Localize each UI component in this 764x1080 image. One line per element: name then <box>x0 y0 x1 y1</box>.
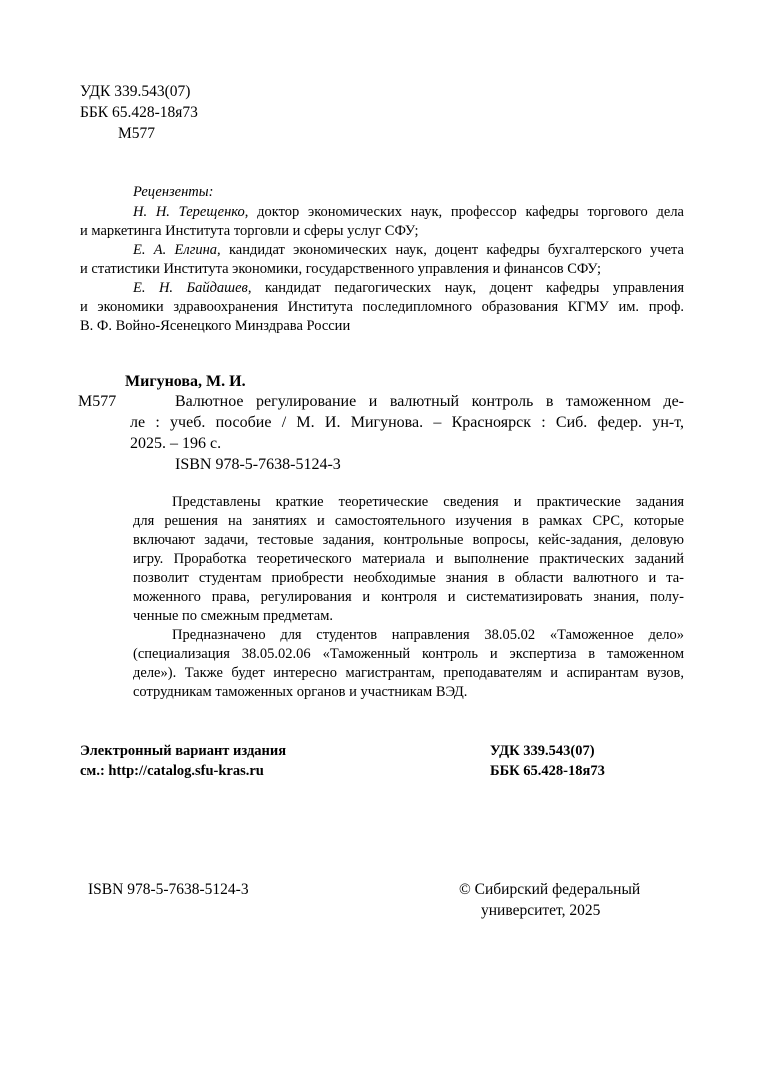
udk-bottom: УДК 339.543(07) <box>490 743 595 759</box>
record-title-line1: Валютное регулирование и валютный контроль в таможенном де- <box>175 393 684 410</box>
copyright-line2: университет, 2025 <box>481 902 601 919</box>
isbn-bottom: ISBN 978-5-7638-5124-3 <box>88 881 249 898</box>
electronic-version-label: Электронный вариант издания <box>80 743 287 759</box>
electronic-version-url: см.: http://catalog.sfu-kras.ru <box>80 763 264 779</box>
annotation-p1-line6: моженного права, регулирования и контроля и систематизировать знания, полу- <box>133 589 684 605</box>
reviewer-1-line1: Н. Н. Терещенко, доктор экономических наук, профессор кафедры торгового дела <box>133 204 684 220</box>
copyright-line1: © Сибирский федеральный <box>459 881 641 898</box>
reviewer-2-line2: и статистики Института экономики, государственного управления и финансов СФУ; <box>80 261 601 277</box>
reviewer-3-line1: Е. Н. Байдашев, кандидат педагогических наук, доцент кафедры управления <box>133 280 684 296</box>
udk-top: УДК 339.543(07) <box>80 83 191 100</box>
record-mark: М577 <box>78 393 117 410</box>
annotation-p1-line2: для решения на занятиях и самостоятельного изучения в рамках СРС, которые <box>133 513 684 529</box>
annotation-p2-line2: (специализация 38.05.02.06 «Таможенный контроль и экспертиза в таможенном <box>133 646 684 662</box>
annotation-p2-line4: сотрудникам таможенных органов и участникам ВЭД. <box>133 684 468 700</box>
annotation-p1-line1: Представлены краткие теоретические сведения и практические задания <box>172 494 684 510</box>
record-author: Мигунова, М. И. <box>125 373 246 390</box>
record-title-line3: 2025. – 196 с. <box>130 435 222 452</box>
reviewer-2-name: Е. А. Елгина <box>133 242 218 258</box>
reviewer-1-line2: и маркетинга Института торговли и сферы услуг СФУ; <box>80 223 419 239</box>
annotation-p1-line4: игру. Проработка теоретического материала и выполнение практических заданий <box>133 551 684 567</box>
reviewer-3-line3: В. Ф. Войно-Ясенецкого Минздрава России <box>80 318 351 334</box>
annotation-p1-line5: позволит студентам приобрести необходимые знания в области валютного и та- <box>133 570 684 586</box>
annotation-p2-line3: деле»). Также будет интересно магистрантам, преподавателям и аспирантам вузов, <box>133 665 684 681</box>
record-title-line2: ле : учеб. пособие / М. И. Мигунова. – Красноярск : Сиб. федер. ун-т, <box>130 414 684 431</box>
bbk-bottom: ББК 65.428-18я73 <box>490 763 605 779</box>
annotation-p1-line7: ченные по смежным предметам. <box>133 608 334 624</box>
reviewer-1-name: Н. Н. Терещенко <box>133 204 245 220</box>
annotation-p1-line3: включают задачи, тестовые задания, контрольные вопросы, кейс-задания, деловую <box>133 532 684 548</box>
reviewer-3-line2: и экономики здравоохранения Института последипломного образования КГМУ им. проф. <box>80 299 684 315</box>
annotation-p2-line1: Предназначено для студентов направления 38.05.02 «Таможенное дело» <box>172 627 684 643</box>
record-isbn: ISBN 978-5-7638-5124-3 <box>175 456 341 473</box>
bbk-top: ББК 65.428-18я73 <box>80 104 198 121</box>
reviewers-heading: Рецензенты: <box>133 184 214 200</box>
reviewer-2-line1: Е. А. Елгина, кандидат экономических наук, доцент кафедры бухгалтерского учета <box>133 242 684 258</box>
reviewer-3-name: Е. Н. Байдашев <box>133 280 248 296</box>
author-mark-top: М577 <box>118 125 156 142</box>
